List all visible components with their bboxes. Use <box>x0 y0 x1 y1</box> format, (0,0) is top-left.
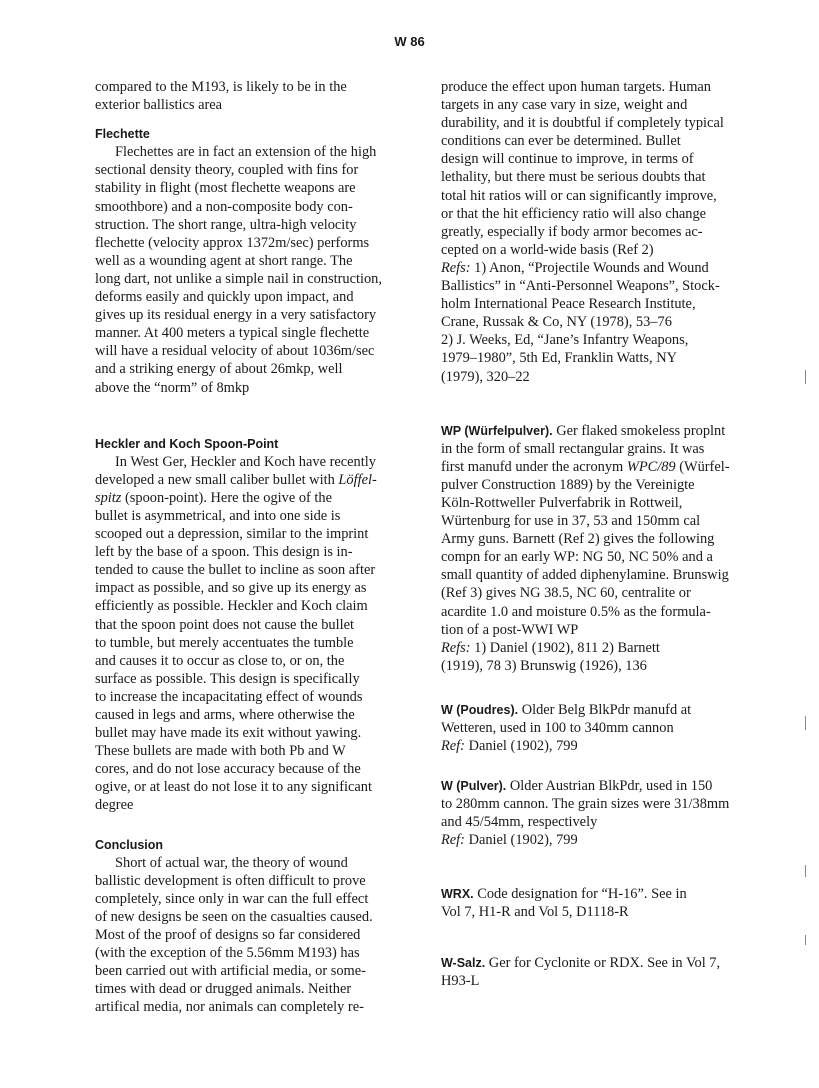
text-line: 2) J. Weeks, Ed, “Jane’s Infantry Weapons, <box>441 332 689 349</box>
text-line: completely, since only in war can the full effect <box>95 890 369 907</box>
text-line: of new designs be seen on the casualties caused. <box>95 908 373 925</box>
text-line: flechette (velocity approx 1372m/sec) performs <box>95 234 370 251</box>
text-line <box>441 259 741 277</box>
text-line: (1919), 78 3) Brunswig (1926), 136 <box>441 657 647 674</box>
text-line: Most of the proof of designs so far considered <box>95 927 361 944</box>
text-line: total hit ratios will or can significantly improve, <box>441 187 717 204</box>
text-run: first manufd under the acronym <box>441 458 627 475</box>
text-line: exterior ballistics area <box>95 97 223 114</box>
text-line: Short of actual war, the theory of wound <box>115 854 348 871</box>
text-run: Daniel (1902), 799 <box>464 832 578 849</box>
section-heading-conclusion: Conclusion <box>95 837 164 852</box>
intro-paragraph <box>95 78 395 114</box>
text-line: manner. At 400 meters a typical single flechette <box>95 325 370 342</box>
text-line: These bullets are made with both Pb and W <box>95 743 346 760</box>
text-line: to tumble, but merely accentuates the tumble <box>95 634 354 651</box>
text-line: (Ref 3) gives NG 38.5, NC 60, centralite or <box>441 585 691 602</box>
text-line <box>441 885 741 903</box>
text-line: H93-L <box>441 972 480 989</box>
text-run: (spoon-point). Here the ogive of the <box>121 489 333 506</box>
text-line: (1979), 320–22 <box>441 368 530 385</box>
scan-edge-mark <box>805 865 806 877</box>
text-line: and causes it to occur as close to, or on, the <box>95 652 345 669</box>
section-heading-flechette: Flechette <box>95 127 150 142</box>
text-line <box>441 639 741 657</box>
entry-w-pulver <box>441 777 741 849</box>
text-line: design will continue to improve, in terms of <box>441 151 694 168</box>
section-heading-heckler-koch: Heckler and Koch Spoon-Point <box>95 436 279 451</box>
text-line: above the “norm” of 8mkp <box>95 379 250 396</box>
text-line: durability, and it is doubtful if completely typical <box>441 115 724 132</box>
text-line: to increase the incapacitating effect of wounds <box>95 688 363 705</box>
text-line: to 280mm cannon. The grain sizes were 31/38mm <box>441 796 730 813</box>
text-run: (Würfel- <box>675 458 730 475</box>
entry-wrx <box>441 885 741 921</box>
text-line: Crane, Russak & Co, NY (1978), 53–76 <box>441 314 672 331</box>
acronym-wpc89: WPC/89 <box>626 458 676 475</box>
scan-edge-mark <box>805 370 806 384</box>
text-line: degree <box>95 797 134 814</box>
text-line: Köln-Rottweller Pulverfabrik in Rottweil, <box>441 494 683 511</box>
page-number: W 86 <box>394 34 425 49</box>
text-run: Older Austrian BlkPdr, used in 150 <box>506 778 713 795</box>
conclusion-section <box>95 836 395 1017</box>
text-line: holm International Peace Research Institute, <box>441 296 696 313</box>
text-line: small quantity of added diphenylamine. Brunswig <box>441 567 729 584</box>
scan-edge-mark <box>805 716 806 730</box>
text-line: Flechettes are in fact an extension of the high <box>115 144 377 161</box>
text-line: tion of a post-WWI WP <box>441 621 579 638</box>
text-line: well as a wounding agent at short range. The <box>95 252 353 269</box>
text-run: developed a new small caliber bullet with <box>95 471 339 488</box>
text-line: cepted on a world-wide basis (Ref 2) <box>441 241 654 258</box>
left-column <box>95 78 395 1017</box>
text-line: bullet may have made its exit without yawing. <box>95 725 362 742</box>
conclusion-continued <box>441 78 741 259</box>
text-line: scooped out a depression, similar to the imprint <box>95 526 369 543</box>
text-run: Code designation for “H-16”. See in <box>473 885 687 902</box>
text-line <box>441 777 741 795</box>
text-line: lethality, but there must be serious doubts that <box>441 169 706 186</box>
text-line: struction. The short range, ultra-high velocity <box>95 216 357 233</box>
text-line: Vol 7, H1-R and Vol 5, D1118-R <box>441 903 629 920</box>
text-line: conditions can ever be determined. Bullet <box>441 133 681 150</box>
ref-label: Ref: <box>441 738 465 755</box>
text-line: smoothbore) and a non-composite body con- <box>95 198 353 215</box>
text-line: (with the exception of the 5.56mm M193) has <box>95 945 360 962</box>
scan-edge-mark <box>805 935 806 945</box>
text-line: in the form of small rectangular grains. It was <box>441 440 705 457</box>
term-loeffelspitz-cont: spitz <box>95 489 122 506</box>
text-line: Würtenburg for use in 37, 53 and 150mm cal <box>441 513 701 530</box>
text-line: times with dead or drugged animals. Neither <box>95 981 352 998</box>
heckler-koch-section <box>95 435 395 815</box>
text-line <box>441 831 741 849</box>
text-line: and 45/54mm, respectively <box>441 814 598 831</box>
text-line: or that the hit efficiency ratio will also change <box>441 205 707 222</box>
text-line: acardite 1.0 and moisture 0.5% as the formula- <box>441 603 711 620</box>
text-line: In West Ger, Heckler and Koch have recently <box>115 453 376 470</box>
text-line: compn for an early WP: NG 50, NC 50% and a <box>441 549 713 566</box>
entry-term: W-Salz. <box>441 955 486 970</box>
text-line: that the spoon point does not cause the bullet <box>95 616 354 633</box>
text-line: long dart, not unlike a simple nail in construction, <box>95 270 382 287</box>
text-line: Wetteren, used in 100 to 340mm cannon <box>441 720 674 736</box>
refs-label: Refs: <box>441 259 471 276</box>
text-line: produce the effect upon human targets. Human <box>441 79 712 95</box>
text-line: artifical media, nor animals can completely re- <box>95 999 364 1016</box>
text-line: ogive, or at least do not lose it to any significant <box>95 779 372 796</box>
text-line: stability in flight (most flechette weapons are <box>95 180 356 197</box>
text-line: Ballistics” in “Anti-Personnel Weapons”, Stock- <box>441 278 720 295</box>
right-column <box>441 78 741 990</box>
text-line: been carried out with artificial media, or some- <box>95 963 366 980</box>
entry-term: WP (Würfelpulver). <box>441 423 553 438</box>
text-run: Older Belg BlkPdr manufd at <box>518 701 692 718</box>
text-run: 1) Daniel (1902), 811 2) Barnett <box>470 639 660 656</box>
entry-w-salz <box>441 954 741 990</box>
text-line <box>441 954 741 972</box>
entry-term: W (Poudres). <box>441 702 519 717</box>
text-line <box>95 471 395 489</box>
text-line: greatly, especially if body armor becomes ac- <box>441 223 703 240</box>
text-line: tended to cause the bullet to incline as soon after <box>95 562 376 579</box>
entry-w-poudres <box>441 701 741 755</box>
text-run: Ger flaked smokeless proplnt <box>552 422 726 439</box>
text-line: compared to the M193, is likely to be in the <box>95 79 347 95</box>
text-line: and a striking energy of about 26mkp, well <box>95 361 343 378</box>
conclusion-references <box>441 259 741 386</box>
flechette-section <box>95 125 395 396</box>
text-line <box>441 737 741 755</box>
term-loeffelspitz: Löffel- <box>338 471 377 488</box>
text-line: deforms easily and quickly upon impact, and <box>95 289 354 306</box>
text-line: ballistic development is often difficult to prove <box>95 872 366 889</box>
refs-label: Refs: <box>441 639 471 656</box>
text-line: caused in legs and arms, where otherwise the <box>95 707 355 723</box>
text-line: surface as possible. This design is specifically <box>95 670 360 687</box>
entry-wp <box>441 422 741 675</box>
text-line: left by the base of a spoon. This design is in- <box>95 544 353 561</box>
text-run: Daniel (1902), 799 <box>464 738 578 755</box>
text-line: impact as possible, and so give up its energy as <box>95 580 367 597</box>
text-run: Ger for Cyclonite or RDX. See in Vol 7, <box>485 954 721 971</box>
text-line: targets in any case vary in size, weight and <box>441 97 688 114</box>
text-line: Army guns. Barnett (Ref 2) gives the following <box>441 531 715 548</box>
entry-term: W (Pulver). <box>441 779 507 794</box>
text-run: 1) Anon, “Projectile Wounds and Wound <box>470 259 709 276</box>
text-line: 1979–1980”, 5th Ed, Franklin Watts, NY <box>441 350 678 367</box>
text-line: will have a residual velocity of about 1036m/sec <box>95 343 375 360</box>
text-line: bullet is asymmetrical, and into one side is <box>95 507 341 524</box>
entry-term: WRX. <box>441 886 474 901</box>
text-line: gives up its residual energy in a very satisfactory <box>95 307 377 324</box>
text-line: cores, and do not lose accuracy because of the <box>95 761 361 778</box>
text-line: pulver Construction 1889) by the Vereinigte <box>441 476 695 493</box>
text-line <box>441 422 741 440</box>
text-line <box>441 701 741 719</box>
text-line <box>441 458 741 476</box>
text-line: sectional density theory, coupled with fins for <box>95 162 359 179</box>
ref-label: Ref: <box>441 832 465 849</box>
text-line: efficiently as possible. Heckler and Koch claim <box>95 598 368 615</box>
text-line <box>95 489 395 507</box>
